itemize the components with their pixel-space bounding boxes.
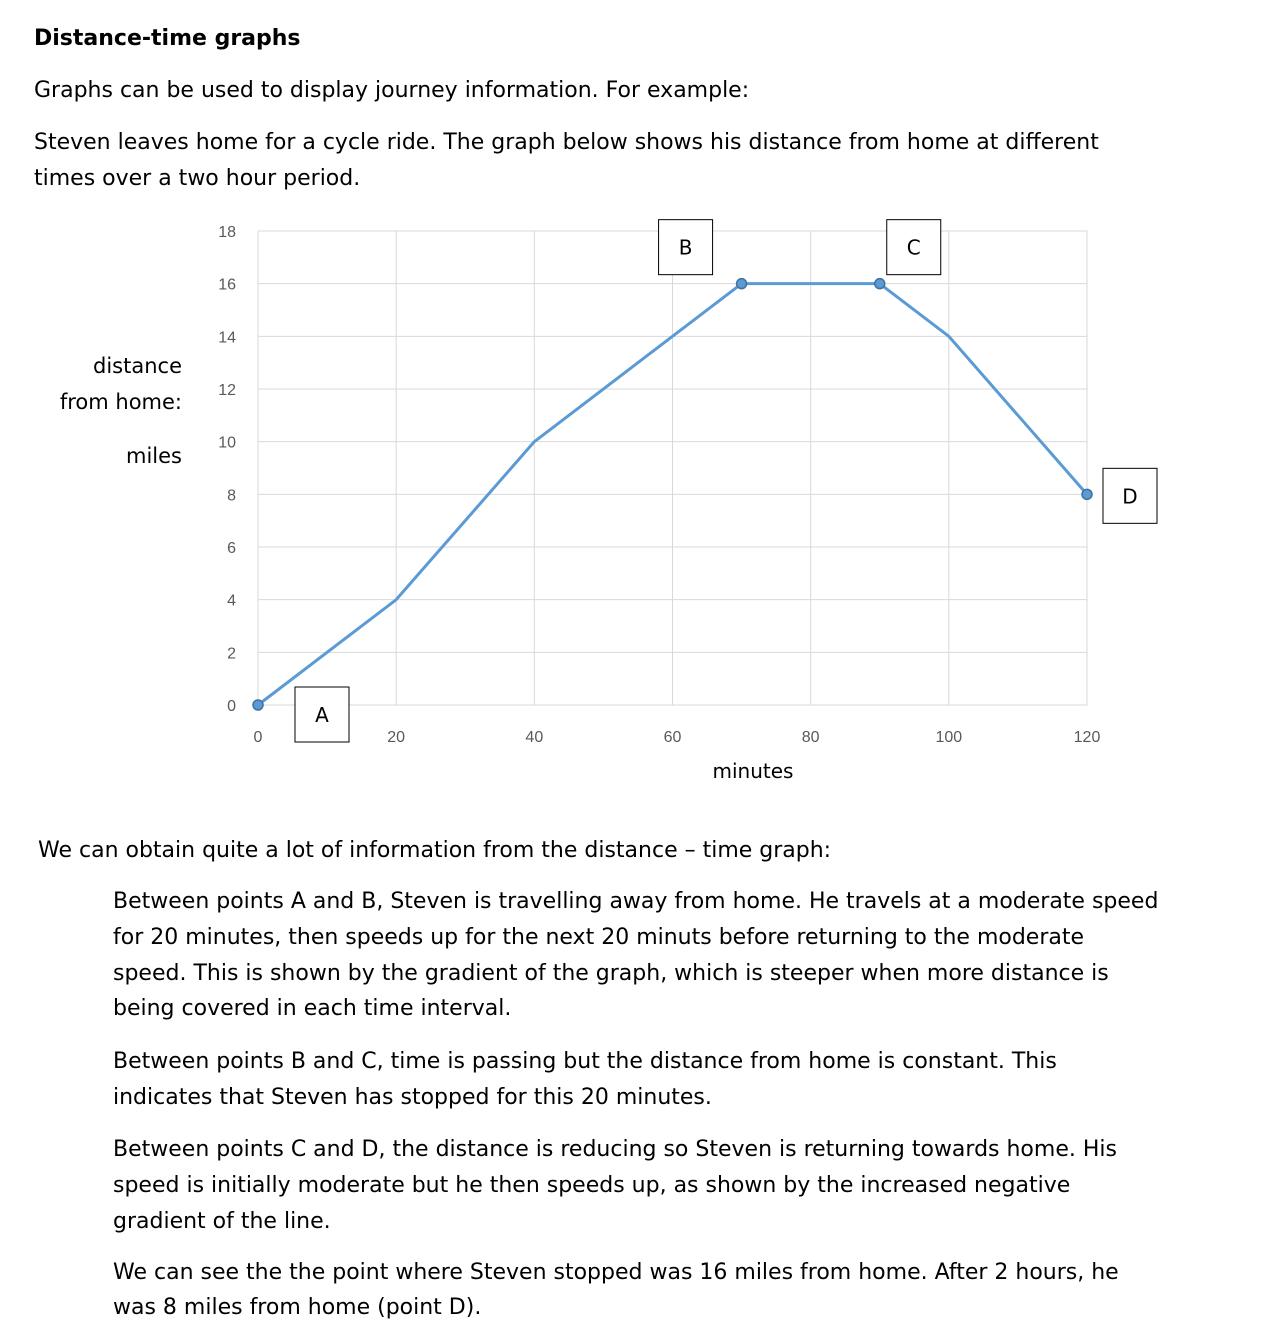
data-point-a: [253, 700, 263, 710]
para-ab-line-4: being covered in each time interval.: [113, 996, 512, 1021]
y-tick-label-12: 12: [218, 382, 236, 399]
point-label-a: A: [315, 703, 329, 727]
x-tick-label-100: 100: [935, 729, 963, 746]
x-tick-label-80: 80: [801, 729, 820, 746]
y-tick-label-10: 10: [218, 434, 236, 452]
y-tick-label-14: 14: [218, 329, 236, 347]
summary-line-2: was 8 miles from home (point D).: [113, 1295, 482, 1320]
para-cd-line-2: speed is initially moderate but he then speeds up, as shown by the increased negative: [113, 1173, 1071, 1198]
scenario-line-2: times over a two hour period.: [34, 166, 361, 191]
para-ab-line-1: Between points A and B, Steven is travelling away from home. He travels at a moderate speed: [113, 889, 1159, 914]
intro-text: Graphs can be used to display journey information. For example:: [34, 78, 750, 103]
y-tick-label-0: 0: [227, 698, 236, 715]
x-tick-label-60: 60: [663, 729, 682, 746]
point-label-d: D: [1122, 484, 1138, 509]
y-axis-label-line-1: distance: [93, 354, 182, 378]
data-point-d: [1082, 489, 1092, 499]
scenario-line-1: Steven leaves home for a cycle ride. The graph below shows his distance from home at different: [34, 130, 1099, 155]
para-ab-line-2: for 20 minutes, then speeds up for the next 20 minuts before returning to the moderate: [113, 925, 1085, 950]
point-label-b: B: [678, 235, 693, 260]
summary-line-1: We can see the the point where Steven stopped was 16 miles from home. After 2 hours, he: [113, 1260, 1119, 1285]
para-cd-line-1: Between points C and D, the distance is reducing so Steven is returning towards home. His: [113, 1137, 1117, 1162]
y-tick-label-4: 4: [227, 592, 236, 610]
x-tick-label-0: 0: [253, 729, 263, 746]
y-tick-label-18: 18: [218, 224, 236, 241]
info-intro: We can obtain quite a lot of information from the distance – time graph:: [38, 838, 832, 863]
para-bc-line-1: Between points B and C, time is passing but the distance from home is constant. This: [113, 1049, 1057, 1074]
y-tick-label-16: 16: [218, 276, 236, 294]
x-axis-title: minutes: [712, 759, 794, 783]
y-axis-label-line-2: from home:: [59, 390, 182, 414]
x-tick-label-20: 20: [387, 729, 406, 746]
data-point-b: [737, 279, 747, 289]
page-heading: Distance-time graphs: [34, 26, 301, 51]
y-axis-label-line-3: miles: [126, 444, 182, 468]
x-tick-label-120: 120: [1073, 729, 1101, 746]
y-tick-label-6: 6: [227, 540, 236, 557]
para-ab-line-3: speed. This is shown by the gradient of the graph, which is steeper when more distance is: [113, 961, 1109, 986]
x-tick-label-40: 40: [525, 729, 544, 746]
point-label-c: C: [906, 235, 921, 260]
distance-time-chart: [0, 200, 1261, 800]
y-tick-label-8: 8: [227, 487, 236, 505]
para-bc-line-2: indicates that Steven has stopped for this 20 minutes.: [113, 1085, 712, 1110]
data-point-c: [875, 279, 885, 289]
y-tick-label-2: 2: [227, 645, 236, 663]
para-cd-line-3: gradient of the line.: [113, 1209, 331, 1234]
